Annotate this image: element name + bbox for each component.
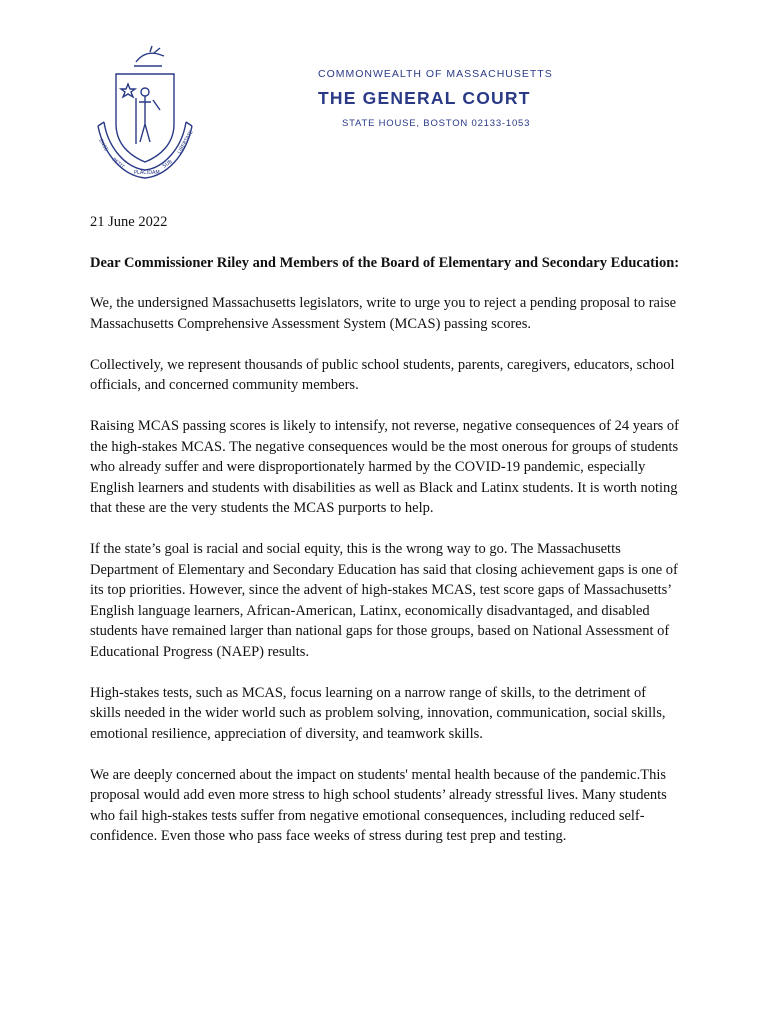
paragraph: We are deeply concerned about the impact on students' mental health because of the pandemic.This proposal would add even more stress to high school students’ already stressful lives. Many students who fail high-stakes tests suffer from negative emotional consequences, including reduced self-confidence. Even those who pass face weeks of stress during test prep and testing.: [90, 766, 667, 844]
svg-text:ENSE: ENSE: [97, 138, 110, 153]
massachusetts-seal-icon: [90, 44, 200, 184]
svg-text:LIBERTATE: LIBERTATE: [176, 129, 195, 155]
letter-body: [90, 212, 680, 867]
paragraph: Raising MCAS passing scores is likely to intensify, not reverse, negative consequences of 24 years of the high-stakes MCAS. The negative consequences would be the most onerous for groups of students who already suffer and were disproportionately harmed by the COVID-19 pandemic, especially English learners and students with disabilities as well as Black and Latinx students. It is worth noting that these are the very students the MCAS purports to help.: [90, 418, 680, 516]
svg-text:SUB: SUB: [161, 158, 174, 170]
letterhead: [318, 68, 558, 130]
letterhead-org: COMMONWEALTH OF MASSACHUSETTS: [318, 68, 553, 80]
letter-date: 21 June 2022: [90, 214, 168, 230]
paragraph: High-stakes tests, such as MCAS, focus learning on a narrow range of skills, to the detriment of skills needed in the wider world such as problem solving, innovation, communication, social skills, emotional resilience, appreciation of diversity, and teamwork skills.: [90, 684, 666, 742]
letterhead-address: STATE HOUSE, BOSTON 02133-1053: [342, 118, 531, 129]
letterhead-title: THE GENERAL COURT: [318, 88, 531, 108]
paragraph: We, the undersigned Massachusetts legislators, write to urge you to reject a pending proposal to raise Massachusetts Comprehensive Assessment System (MCAS) passing scores.: [90, 295, 677, 332]
svg-text:PETIT: PETIT: [110, 156, 126, 171]
paragraph: If the state’s goal is racial and social equity, this is the wrong way to go. The Massachusetts Department of Elementary and Secondary Education has said that closing achievement gaps is one of its top priorities. However, since the advent of high-stakes MCAS, test score gaps of Massachusetts’ English language learners, African-American, Latinx, economically disadvantaged, and disabled students have remained larger than national gaps for those groups, based on National Assessment of Educational Progress (NAEP) results.: [90, 541, 678, 660]
letter-salutation: Dear Commissioner Riley and Members of the Board of Elementary and Secondary Education:: [90, 254, 680, 271]
paragraph: Collectively, we represent thousands of public school students, parents, caregivers, educators, school officials, and concerned community members.: [90, 356, 675, 393]
svg-text:PLACIDAM: PLACIDAM: [134, 170, 160, 176]
